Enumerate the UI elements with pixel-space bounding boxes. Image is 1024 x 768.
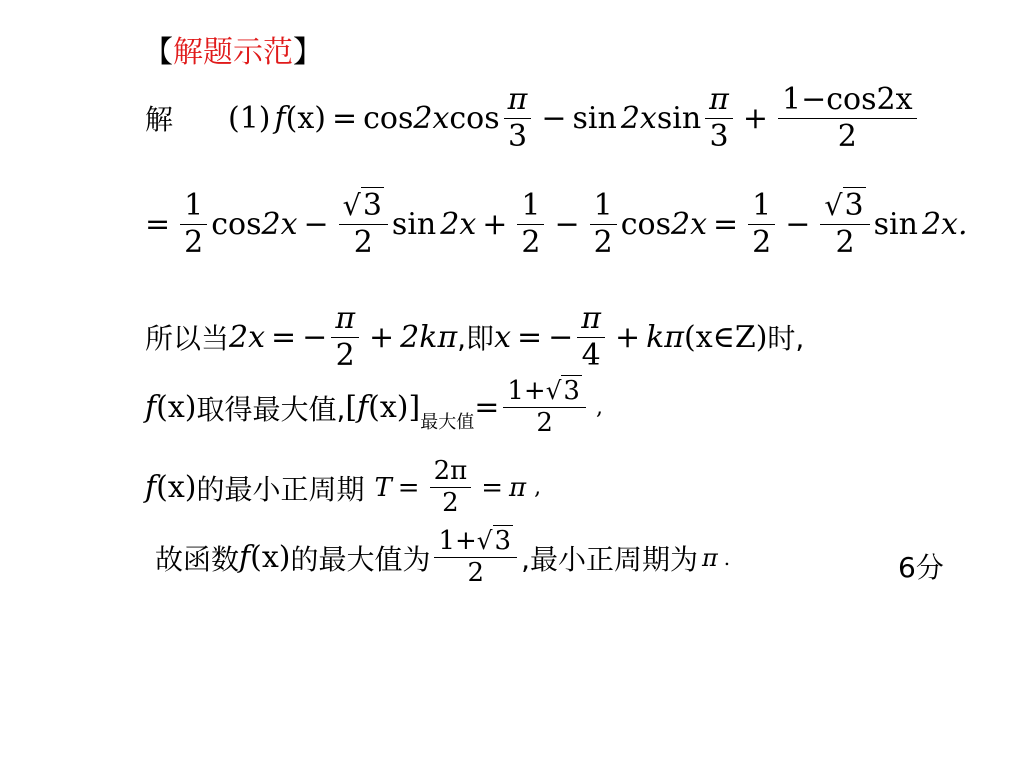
T-symbol: T <box>374 472 392 503</box>
fraction-numerator: π <box>577 303 605 338</box>
condition-prefix: 所以当 <box>145 322 230 355</box>
fraction-numerator <box>820 190 869 225</box>
equation-line-6 <box>155 528 730 588</box>
period-mark: . <box>723 545 731 570</box>
comma: , <box>595 395 603 421</box>
fraction-max-value <box>503 378 586 438</box>
cos-text: cos <box>620 206 671 242</box>
fraction-denominator: 2 <box>835 224 855 260</box>
fraction-numerator: π <box>504 84 532 119</box>
fraction-denominator: 2 <box>752 224 772 260</box>
equals-sign: = <box>271 319 297 355</box>
equation-line-5 <box>145 458 541 518</box>
fraction-sqrt3-over-2 <box>820 190 869 258</box>
fraction-one-half <box>748 190 775 258</box>
fraction-denominator: 4 <box>581 337 601 373</box>
fraction-max-value <box>434 528 517 588</box>
two-x: 2x <box>620 100 657 136</box>
fraction-numerator: 1−cos2x <box>778 84 917 119</box>
radical-sign: √ <box>342 189 361 222</box>
fraction-denominator: 3 <box>507 118 528 154</box>
f-argument: (x) <box>368 390 409 426</box>
equation-line-4 <box>145 378 603 438</box>
bracket-close: ] <box>408 390 421 426</box>
equals-sign: = <box>397 472 420 503</box>
fraction-numerator: 1 <box>517 190 544 225</box>
plus-sign: + <box>482 206 508 242</box>
radicand: 3 <box>844 188 864 223</box>
fraction-one-half <box>180 190 207 258</box>
fraction-2pi-over-2 <box>430 458 472 518</box>
radicand: 3 <box>563 376 580 406</box>
radicand: 3 <box>362 188 382 223</box>
fraction-numerator <box>434 528 517 558</box>
period-text: 的最小正周期 <box>196 472 365 506</box>
title-text: 解题示范 <box>173 35 293 70</box>
f-symbol: f <box>239 540 251 576</box>
two-x: 2x <box>440 206 477 242</box>
equals-sign: = <box>145 206 171 242</box>
fraction-one-half <box>590 190 617 258</box>
two-k-pi: 2kπ <box>400 319 458 355</box>
one-plus: 1+ <box>507 376 546 406</box>
two-x-period: 2x. <box>921 206 968 242</box>
f-symbol: f <box>274 100 286 136</box>
f-symbol: f <box>145 470 157 506</box>
max-value-text: 取得最大值, <box>196 392 346 426</box>
square-root <box>477 526 513 556</box>
sin-text: sin <box>572 100 617 136</box>
fraction-pi-over-3 <box>705 84 733 152</box>
f-symbol: f <box>357 390 369 426</box>
fraction-denominator: 2 <box>521 224 541 260</box>
fraction-denominator: 2 <box>353 224 373 260</box>
equals-sign: = <box>474 390 500 426</box>
radical-sign: √ <box>545 376 562 405</box>
equals-sign: = <box>516 319 543 355</box>
plus-sign: + <box>369 319 395 355</box>
fraction-denominator: 2 <box>837 118 857 154</box>
minus-sign: − <box>554 206 580 242</box>
two-x: 2x <box>413 100 450 136</box>
cos-text: cos <box>363 100 414 136</box>
minus-sign: − <box>302 319 328 355</box>
score-label: 6分 <box>898 551 944 584</box>
two-x: 2x <box>261 206 298 242</box>
fraction-denominator: 2 <box>467 558 485 589</box>
sin-text: sin <box>873 206 918 242</box>
fraction-one-minus-cos <box>778 84 917 152</box>
fraction-numerator: 1 <box>748 190 775 225</box>
f-argument: (x) <box>285 100 326 136</box>
part-label: (1) <box>228 100 271 136</box>
two-x: 2x <box>229 319 266 355</box>
conclusion-middle: 的最大值为 <box>290 542 431 576</box>
fraction-denominator: 2 <box>536 408 553 439</box>
comma: , <box>534 475 542 501</box>
f-argument: (x) <box>156 470 197 506</box>
equation-line-3 <box>145 303 804 371</box>
sin-text: sin <box>391 206 437 242</box>
fraction-sqrt3-over-2 <box>339 190 388 258</box>
fraction-pi-over-4 <box>577 303 605 371</box>
plus-sign: + <box>742 100 768 136</box>
f-symbol: f <box>145 390 157 426</box>
conclusion-prefix: 故函数 <box>155 542 240 576</box>
sin-text: sin <box>656 100 702 136</box>
square-root <box>824 188 865 223</box>
fraction-denominator: 2 <box>184 224 204 260</box>
equation-line-2 <box>145 190 968 258</box>
fraction-denominator: 3 <box>709 118 729 154</box>
fraction-denominator: 2 <box>593 224 613 260</box>
plus-sign: + <box>614 319 641 355</box>
radical-sign: √ <box>476 526 493 555</box>
cos-text: cos <box>449 100 500 136</box>
x-variable: x <box>494 319 511 355</box>
pi-symbol: π <box>509 472 527 503</box>
integer-condition: (x∈Z) <box>684 319 768 355</box>
fraction-pi-over-2 <box>331 303 359 371</box>
conclusion-period-text: ,最小正周期为 <box>521 542 698 576</box>
fraction-numerator <box>503 378 586 408</box>
bracket-open: [ <box>345 390 358 426</box>
fraction-one-half <box>517 190 544 258</box>
title-left-bracket: 【 <box>143 35 173 70</box>
square-root <box>546 376 582 406</box>
fraction-numerator: π <box>705 84 733 119</box>
equation-line-1 <box>145 84 921 152</box>
solution-label: 解 <box>145 103 174 136</box>
title-right-bracket: 】 <box>293 35 323 70</box>
cos-text: cos <box>211 206 262 242</box>
equals-sign: = <box>331 100 358 136</box>
minus-sign: − <box>785 206 811 242</box>
pi-symbol: π <box>701 543 718 572</box>
minus-sign: − <box>548 319 574 355</box>
section-title <box>143 35 323 70</box>
one-plus: 1+ <box>438 526 477 556</box>
radical-sign: √ <box>824 189 843 222</box>
fraction-pi-over-3 <box>504 84 532 152</box>
fraction-numerator <box>339 190 388 225</box>
max-value-subscript: 最大值 <box>420 411 475 433</box>
k-pi: kπ <box>646 319 685 355</box>
fraction-denominator: 2 <box>335 337 355 373</box>
fraction-numerator: 1 <box>180 190 207 225</box>
two-x: 2x <box>670 206 707 242</box>
condition-suffix: 时, <box>767 322 805 355</box>
fraction-numerator: π <box>331 303 359 338</box>
comma-ji: ,即 <box>457 322 495 355</box>
square-root <box>343 188 384 223</box>
fraction-numerator: 1 <box>590 190 617 225</box>
equals-sign: = <box>481 472 504 503</box>
radicand: 3 <box>494 526 512 556</box>
f-argument: (x) <box>156 390 197 426</box>
minus-sign: − <box>541 100 567 136</box>
fraction-denominator: 2 <box>442 488 459 519</box>
minus-sign: − <box>303 206 329 242</box>
equals-sign: = <box>713 206 739 242</box>
fraction-numerator: 2π <box>430 458 472 488</box>
f-argument: (x) <box>250 540 291 576</box>
